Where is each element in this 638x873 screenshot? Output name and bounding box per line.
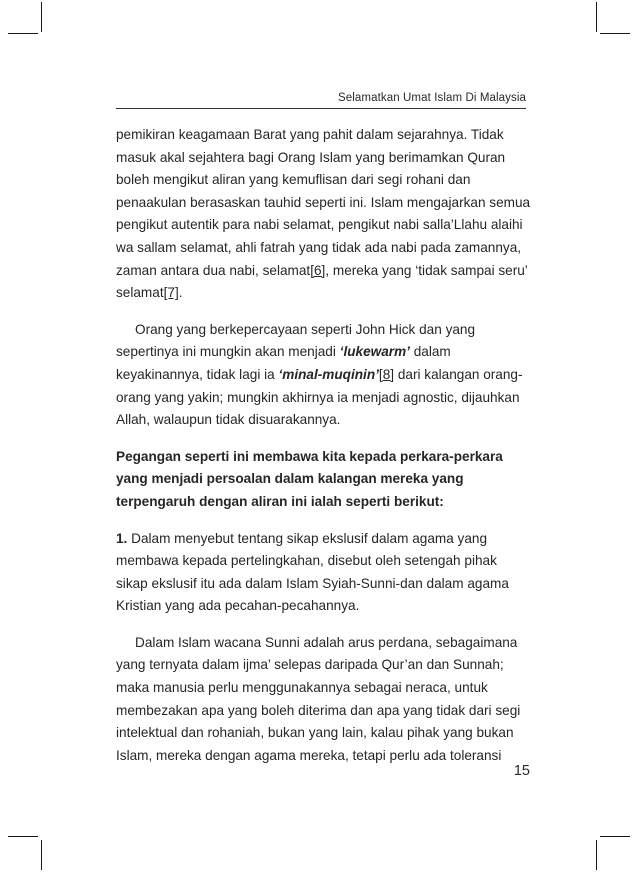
- page-number: 15: [513, 763, 530, 779]
- emphasis-term: ‘lukewarm’: [339, 344, 410, 360]
- running-head: Selamatkan Umat Islam Di Malaysia: [116, 92, 526, 109]
- footnote-ref[interactable]: [7]: [163, 285, 179, 301]
- bold-paragraph: Pegangan seperti ini membawa kita kepada perkara-perkara yang menjadi persoalan dalam kalangan mereka yang terpengaruh dengan aliran ini ialah seperti berikut:: [116, 448, 503, 509]
- page-body: [116, 124, 532, 767]
- emphasis-term: ‘minal-muqinin’: [278, 366, 379, 382]
- paragraph: Dalam Islam wacana Sunni adalah arus perdana, sebagaimana yang ternyata dalam ijma’ selepas daripada Qur’an dan Sunnah; maka manusia perlu menggunakannya sebagai neraca, untuk membezakan apa yang boleh diterima dan apa yang tidak dari segi intelektual dan rohaniah, bukan yang lain, kalau pihak yang bukan Islam, mereka dengan agama mereka, tetapi perlu ada toleransi: [116, 634, 521, 763]
- list-number: 1.: [116, 530, 128, 546]
- crop-mark: [8, 33, 38, 34]
- numbered-paragraph: 1. Dalam menyebut tentang sikap ekslusif dalam agama yang membawa kepada pertelingkahan, disebut oleh setengah pihak sikap ekslusif itu ada dalam Islam Syiah-Sunni-dan dalam agama Kristian yang ada pecahan-pecahannya.: [116, 530, 509, 614]
- crop-mark: [596, 840, 597, 870]
- crop-mark: [596, 2, 597, 32]
- crop-mark: [41, 840, 42, 870]
- crop-mark: [41, 2, 42, 32]
- crop-mark: [600, 33, 630, 34]
- paragraph: pemikiran keagamaan Barat yang pahit dalam sejarahnya. Tidak masuk akal sejahtera bagi Orang Islam yang berimamkan Quran boleh mengikut aliran yang kemuflisan dari segi rohani dan penaakulan berasaskan tauhid seperti ini. Islam mengajarkan semua pengikut autentik para nabi selamat, pengikut nabi salla’Llahu alaihi wa sallam selamat, ahli fatrah yang tidak ada nabi pada zamannya, zaman antara dua nabi, selamat[6], mereka yang ‘tidak sampai seru’ selamat[7].: [116, 127, 531, 301]
- crop-mark: [600, 836, 630, 837]
- crop-mark: [8, 836, 38, 837]
- footnote-ref[interactable]: [6]: [310, 262, 326, 278]
- footnote-ref[interactable]: [8]: [378, 366, 395, 382]
- paragraph: Orang yang berkepercayaan seperti John Hick dan yang sepertinya ini mungkin akan menjadi ‘lukewarm’ dalam keyakinannya, tidak lagi ia ‘minal-muqinin’[8] dari kalangan orang-orang yang yakin; mungkin akhirnya ia menjadi agnostic, dijauhkan Allah, walaupun tidak disuarakannya.: [116, 321, 523, 428]
